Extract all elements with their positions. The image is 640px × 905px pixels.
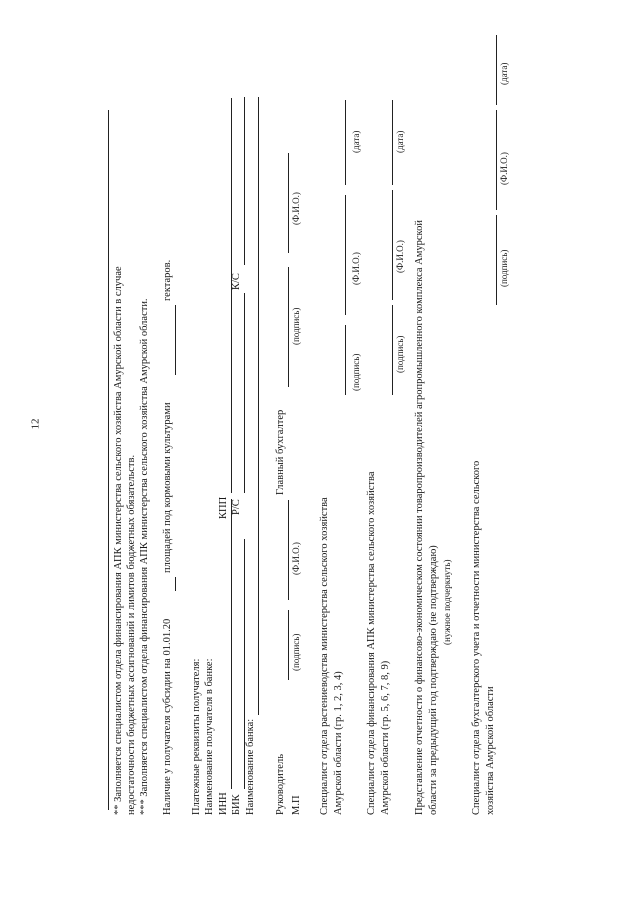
footnote-line-2: недостаточности бюджетных ассигнований и лимитов бюджетных обязательств. (126, 454, 137, 815)
crop-signature-caption: (подпись) (351, 353, 361, 391)
finance-specialist-line-2: Амурской области (гр. 5, 6, 7, 8, 9) (380, 660, 391, 815)
accounting-date-line (496, 35, 497, 105)
chief-signature-line (288, 267, 289, 387)
availability-area-blank (175, 305, 176, 375)
finance-signature-caption: (подпись) (395, 335, 405, 373)
accounting-signature-line (496, 215, 497, 305)
accounting-specialist-line-1: Специалист отдела бухгалтерского учета и отчетности министерства сельского (471, 460, 482, 815)
finance-specialist-line-1: Специалист отдела финансирования АПК министерства сельского хозяйства (366, 471, 377, 815)
crop-fio-caption: (Ф.И.О.) (351, 252, 361, 285)
chief-signature-caption: (подпись) (291, 307, 301, 345)
crop-specialist-line-2: Амурской области (гр. 1, 2, 3, 4) (333, 671, 344, 815)
payment-header: Платежные реквизиты получателя: (191, 658, 202, 815)
crop-signature-line (345, 325, 346, 395)
availability-year-blank (175, 577, 176, 591)
head-label: Руководитель (275, 754, 286, 815)
footnote-separator (108, 110, 109, 810)
inn-field (231, 499, 232, 789)
head-signature-caption: (подпись) (291, 633, 301, 671)
reporting-hint: (нужное подчеркнуть) (442, 559, 452, 645)
finance-fio-line (392, 190, 393, 300)
inn-label: ИНН (218, 792, 229, 815)
availability-middle: площадей под кормовыми культурами (162, 402, 173, 573)
page-number: 12 (29, 418, 42, 430)
crop-date-line (345, 100, 346, 185)
accounting-date-caption: (дата) (499, 62, 509, 85)
bank-name-label: Наименование получателя в банке: (204, 658, 215, 815)
accounting-fio-line (496, 110, 497, 210)
crop-fio-line (345, 195, 346, 315)
availability-prefix: Наличие у получателя субсидии на 01.01.20 (162, 618, 173, 815)
crop-specialist-line-1: Специалист отдела растениеводства министерства сельского хозяйства (319, 497, 330, 815)
finance-date-line (392, 100, 393, 185)
finance-date-caption: (дата) (395, 130, 405, 153)
reporting-line-2: области за предыдущий год подтверждаю (не подтверждаю) (428, 545, 439, 815)
footnote-line-1: ** Заполняется специалистом отдела финансирования АПК министерства сельского хозяйства Амурской области в случае (113, 266, 124, 815)
head-fio-caption: (Ф.И.О.) (291, 542, 301, 575)
bank-field (258, 97, 259, 715)
accounting-specialist-line-2: хозяйства Амурской области (485, 686, 496, 815)
availability-suffix: гектаров. (162, 259, 173, 301)
crop-date-caption: (дата) (351, 130, 361, 153)
chief-accountant-label: Главный бухгалтер (275, 409, 286, 495)
chief-fio-caption: (Ф.И.О.) (291, 192, 301, 225)
rs-label: Р/С (231, 499, 242, 515)
head-fio-line (288, 500, 289, 600)
rs-field (244, 293, 245, 493)
finance-fio-caption: (Ф.И.О.) (395, 240, 405, 273)
kpp-field (231, 98, 232, 493)
reporting-line-1: Представление отчетности о финансово-экономическом состоянии товаропроизводителей агропромышленного комплекса Амурской (414, 220, 425, 815)
kpp-label: КПП (218, 496, 229, 519)
ks-label: К/С (231, 273, 242, 290)
accounting-signature-caption: (подпись) (499, 249, 509, 287)
bank-label: Наименование банка: (245, 718, 256, 815)
bik-label: БИК (231, 794, 242, 815)
accounting-fio-caption: (Ф.И.О.) (499, 152, 509, 185)
ks-field (244, 97, 245, 265)
finance-signature-line (392, 305, 393, 395)
footnote-line-3: *** Заполняется специалистом отдела финансирования АПК министерства сельского хозяйства Амурской области. (139, 298, 150, 815)
mp-label: М.П (291, 795, 302, 815)
head-signature-line (288, 610, 289, 680)
chief-fio-line (288, 153, 289, 253)
